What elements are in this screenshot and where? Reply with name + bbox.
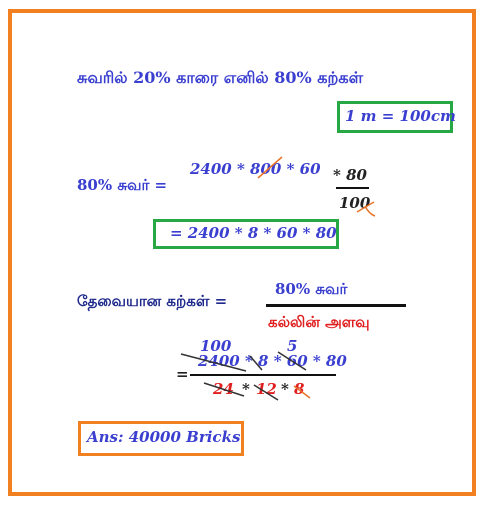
answer-text: Ans: 40000 Bricks <box>87 428 241 446</box>
needed-numerator: 80% சுவர் <box>275 280 348 298</box>
calc-denom-8: 8 <box>294 380 305 398</box>
calc-numerator: 2400 * 8 * 60 * 80 <box>198 352 347 370</box>
calc-denom-star-1: * <box>242 380 250 398</box>
wall80-result: = 2400 * 8 * 60 * 80 <box>170 224 337 242</box>
wall80-denominator: 100 <box>339 194 371 212</box>
calc-denom-star-2: * <box>281 380 289 398</box>
wall80-multiplier: * 80 <box>333 166 367 184</box>
wall80-numerator: 2400 * 800 * 60 <box>190 160 321 178</box>
needed-denominator: கல்லின் அளவு <box>268 313 370 331</box>
calc-fraction-bar <box>190 374 336 376</box>
calc-equals: = <box>176 365 189 383</box>
wall80-fraction-bar <box>336 187 369 189</box>
calc-denom-12: 12 <box>256 380 277 398</box>
needed-fraction-bar <box>266 304 406 307</box>
unit-note: 1 m = 100cm <box>345 107 456 125</box>
wall80-label: 80% சுவர் = <box>77 176 168 194</box>
calc-top-5: 5 <box>287 337 298 355</box>
calc-top-100: 100 <box>200 337 232 355</box>
needed-label: தேவையான கற்கள் = <box>77 292 228 310</box>
intro-text: சுவரில் 20% காரை எனில் 80% கற்கள் <box>77 68 364 87</box>
calc-denom-24: 24 <box>213 380 234 398</box>
